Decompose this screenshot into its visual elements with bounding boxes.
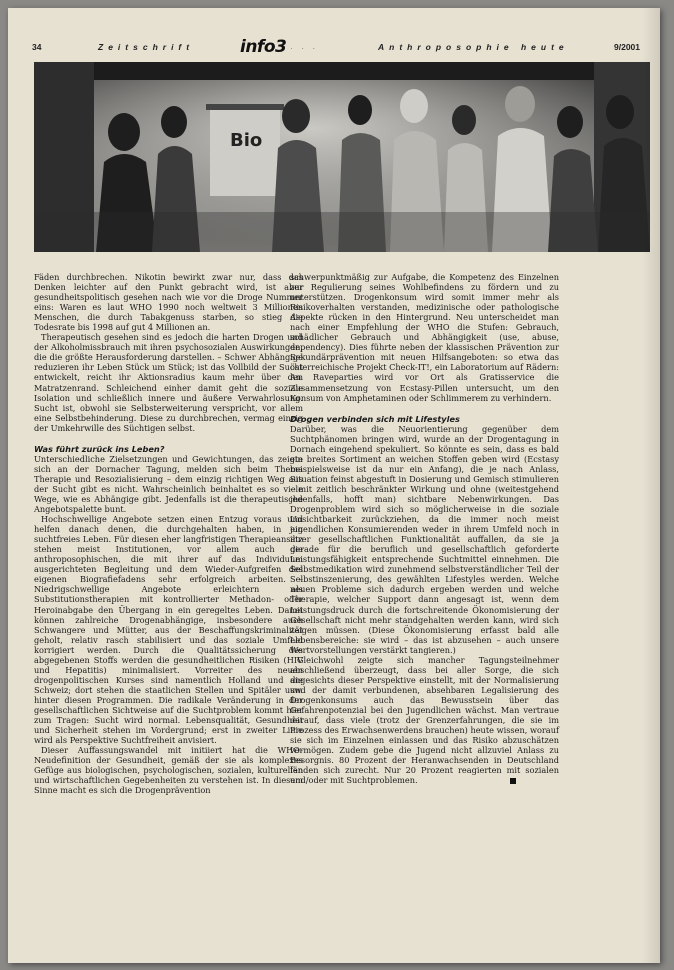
paragraph: Hochschwellige Angebote setzen einen Entzug voraus und helfen danach denen, die durchgehalten haben, in ein suchtfreies Leben. Für diesen eher langfristigen Therapieansatz stehen meist Institutionen, vor allem auch die anthroposophischen, die mit ihrer auf das Individuum ausgerichteten Begleitung und dem Wieder-Aufgreifen des eigenen Biografiefadens sehr erfolgreich arbeiten. – Niedrigschwellige Angebote erleichtern als Substitutionstherapien mit kontrollierter Methadon- oder Heroinabgabe den Übergang in ein geregeltes Leben. Damit können zahlreiche Drogenabhängige, insbesondere auch Schwangere und Mütter, aus der Beschaffungskriminalität geholt, relativ rasch stabilisiert und das soziale Umfeld korrigiert werden. Durch die Qualitätssicherung des abgegebenen Stoffs werden die gesundheitlichen Risiken (HIV und Hepatitis) minimalisiert. Vorreiter des neuen drogenpolitischen Kurses sind namentlich Holland und die Schweiz; dort stehen die staatlichen Stellen und Spitäler usw. hinter diesen Programmen. Die radikale Veränderung in der gesellschaftlichen Sichtweise auf die Suchtproblem kommt hier zum Tragen: Sucht wird normal. Lebensqualität, Gesundheit und Sicherheit stehen im Vordergrund; erst in zweiter Linie wird als Perspektive Suchtfreiheit anvisiert.	[34, 514, 303, 746]
page-number: 34	[32, 42, 42, 52]
header-dots: · · ·	[290, 43, 319, 53]
paragraph: Unterschiedliche Zielsetzungen und Gewichtungen, das zeigte sich an der Dornacher Tagung, melden sich beim Thema Therapie und Resozialisierung – dem einzig richtigen Weg aus der Sucht gibt es nicht. Wahrscheinlich beinhaltet es so viele Wege, wie es Abhängige gibt. Jedenfalls ist die therapeutische Angebotspalette bunt.	[34, 453, 303, 515]
paragraph-text: Gleichwohl zeigte sich mancher Tagungsteilnehmer abschließend überzeugt, dass bei aller Sorge, die sich angesichts dieser Perspektive einstellt, mit der Normalisierung und der damit verbundenen, absehbaren Legalisierung des Drogenkonsums auch das Bewusstsein über das Gefahrenpotenzial bei den Jugendlichen wächst. Man vertraue darauf, dass viele (trotz der Grenzerfahrungen, die sie im Prozess des Erwachsenwerdens brauchen) heute wissen, worauf sie sich im Einzelnen einlassen und das Risiko abzuschätzen vermögen. Zudem gebe die Jugend nicht allzuviel Anlass zu Besorgnis. 80 Prozent der Heranwachsenden in Deutschland fänden sich zurecht. Nur 20 Prozent reagierten mit sozialen und/oder mit Suchtproblemen.	[290, 654, 559, 786]
left-column	[34, 272, 303, 795]
right-column	[290, 272, 559, 785]
issue-number: 9/2001	[614, 42, 640, 52]
magazine-page	[8, 8, 660, 963]
paragraph: schwerpunktmäßig zur Aufgabe, die Kompetenz des Einzelnen zur Regulierung seines Wohlbefindens zu fördern und zu unterstützen. Drogenkonsum wird somit immer mehr als Risikoverhalten verstanden, medizinische oder pathologische Aspekte rücken in den Hintergrund. Neu unterscheidet man nach einer Empfehlung der WHO die Stufen: Gebrauch, schädlicher Gebrauch und Abhängigkeit (use, abuse, dependency). Dies führte neben der klassischen Prävention zur Sekundärprävention mit neuen Hilfsangeboten: so etwa das österreichische Projekt Check-IT!, ein Laboratorium auf Rädern: An Raveparties wird vor Ort als Gratisservice die Zusammensetzung von Ecstasy-Pillen untersucht, um den Konsum von Amphetaminen oder Schlimmerem zu verhindern.	[290, 272, 559, 403]
paragraph: Therapeutisch gesehen sind es jedoch die harten Drogen und der Alkoholmissbrauch mit ihren psychosozialen Auswirkungen, die die größte Herausforderung darstellen. – Schwer Abhängige reduzieren ihr Leben Stück um Stück; ist das Vollbild der Sucht entwickelt, reicht ihr Aktionsradius kaum mehr über den Matratzenrand. Schleichend einher damit geht die soziale Isolation und schließlich innere und äußere Verwahrlosung. Sucht ist, obwohl sie Selbsterweiterung verspricht, vor allem eine Selbstbehinderung. Diese zu durchbrechen, vermag einzig der Umkehrwille des Süchtigen selbst.	[34, 332, 303, 433]
sign-text: Bio	[230, 130, 263, 151]
magazine-subtitle: Anthroposophie heute	[378, 42, 569, 52]
info3-logo: info3	[240, 37, 287, 57]
paragraph	[290, 655, 559, 786]
paragraph: Darüber, was die Neuorientierung gegenüber dem Suchtphänomen bringen wird, wurde an der Drogentagung in Dornach eingehend spekuliert. So könnte es sein, dass es bald ein breites Sortiment an weichen Stoffen geben wird (Ecstasy beispielsweise ist da nur ein Anfang), die je nach Anlass, Situation feinst abgestuft in Dosierung und Gemisch stimulieren – mit zeitlich beschränkter Wirkung und ohne (weitestgehend jedenfalls, hofft man) sichtbare Nebenwirkungen. Das Drogenproblem wird sich so möglicherweise in die soziale Unsichtbarkeit zurückziehen, da die immer noch meist jugendlichen Konsumierenden weder in ihrem Umfeld noch in ihrer gesellschaftlichen Funktionalität auffallen, da sie ja gerade für die beruflich und gesellschaftlich geforderte Leistungsfähigkeit entsprechende Suchtmittel einnehmen. Die Selbstmedikation wird zunehmend selbstverständlicher Teil der Selbstinszenierung, des gewählten Lifestyles werden. Welche neuen Probleme sich dadurch ergeben werden und welche Therapie, welcher Support dann angesagt ist, wenn dem Leistungsdruck durch die fortschreitende Ökonomisierung der Gesellschaft nicht mehr standgehalten werden kann, wird sich zeigen müssen. (Diese Ökonomisierung erfasst bald alle Lebensbereiche: sie wird – das ist abzusehen – auch unsere Wertvorstellungen verstärkt tangieren.)	[290, 423, 559, 655]
paragraph: Fäden durchbrechen. Nikotin bewirkt zwar nur, dass das Denken leichter auf den Punkt gebracht wird, ist aber gesundheitspolitisch gesehen nach wie vor die Droge Nummer eins: Waren es laut WHO 1990 noch weltweit 3 Millionen Menschen, die durch Tabakgenuss starben, so stieg die Todesrate bis 1998 auf gut 4 Millionen an.	[34, 272, 303, 333]
crowd-photo-icon	[34, 62, 650, 252]
paragraph: Dieser Auffassungswandel mit initiiert hat die WHO-Neudefinition der Gesundheit, gemäß der sie als komplexes Gefüge aus biologischen, psychologischen, sozialen, kulturellen und wirtschaftlichen Gegebenheiten zu verstehen ist. In diesem Sinne macht es sich die Drogenprävention	[34, 745, 303, 796]
section-heading: Was führt zurück ins Leben?	[34, 443, 165, 454]
magazine-name: Zeitschrift	[98, 42, 195, 52]
page-header	[18, 37, 642, 59]
section-heading: Drogen verbinden sich mit Lifestyles	[290, 413, 460, 424]
crowd-photo	[34, 62, 650, 252]
end-of-article-square	[510, 778, 516, 784]
